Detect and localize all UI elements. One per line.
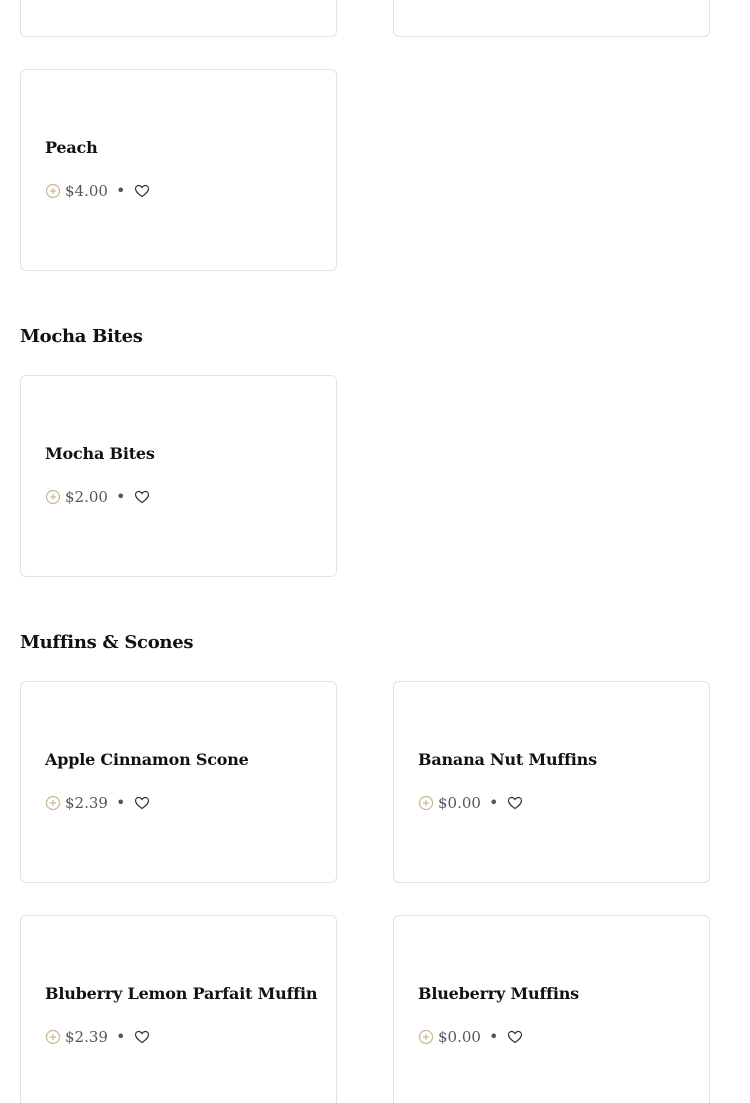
menu-item-price: $2.39 (65, 794, 108, 812)
menu-item-price: $0.00 (438, 794, 481, 812)
menu-item-price: $0.00 (438, 1028, 481, 1046)
menu-item-card[interactable] (393, 681, 710, 883)
menu-item-price: $2.39 (65, 1028, 108, 1046)
menu-item-price: $2.00 (65, 488, 108, 506)
menu-item-card[interactable] (393, 915, 710, 1103)
menu-item-name: Bluberry Lemon Parfait Muffin (45, 984, 318, 1003)
heart-icon[interactable] (134, 489, 150, 505)
menu-item-card[interactable] (20, 915, 337, 1103)
section-title: Mocha Bites (20, 326, 143, 347)
menu-item-price: $4.00 (65, 182, 108, 200)
menu-item-meta (418, 792, 523, 814)
separator-dot: • (488, 1027, 499, 1046)
menu-item-name: Peach (45, 138, 98, 157)
menu-item-meta (418, 1026, 523, 1048)
menu-item-name: Blueberry Muffins (418, 984, 579, 1003)
menu-item-name: Banana Nut Muffins (418, 750, 597, 769)
menu-item-card[interactable] (20, 681, 337, 883)
separator-dot: • (115, 181, 126, 200)
heart-icon[interactable] (134, 1029, 150, 1045)
add-circle-icon[interactable] (45, 489, 61, 505)
menu-item-meta (45, 792, 150, 814)
add-circle-icon[interactable] (45, 1029, 61, 1045)
separator-dot: • (115, 793, 126, 812)
add-circle-icon[interactable] (418, 1029, 434, 1045)
menu-item-name: Mocha Bites (45, 444, 155, 463)
heart-icon[interactable] (507, 795, 523, 811)
heart-icon[interactable] (507, 1029, 523, 1045)
menu-item-card[interactable] (20, 375, 337, 577)
menu-item-card-partial[interactable] (20, 0, 337, 37)
menu-item-meta (45, 1026, 150, 1048)
heart-icon[interactable] (134, 795, 150, 811)
menu-item-meta (45, 486, 150, 508)
add-circle-icon[interactable] (45, 183, 61, 199)
add-circle-icon[interactable] (45, 795, 61, 811)
separator-dot: • (488, 793, 499, 812)
section-title: Muffins & Scones (20, 632, 194, 653)
heart-icon[interactable] (134, 183, 150, 199)
add-circle-icon[interactable] (418, 795, 434, 811)
separator-dot: • (115, 1027, 126, 1046)
menu-item-meta (45, 180, 150, 202)
menu-item-card-partial[interactable] (393, 0, 710, 37)
menu-item-card[interactable] (20, 69, 337, 271)
menu-item-name: Apple Cinnamon Scone (45, 750, 249, 769)
separator-dot: • (115, 487, 126, 506)
